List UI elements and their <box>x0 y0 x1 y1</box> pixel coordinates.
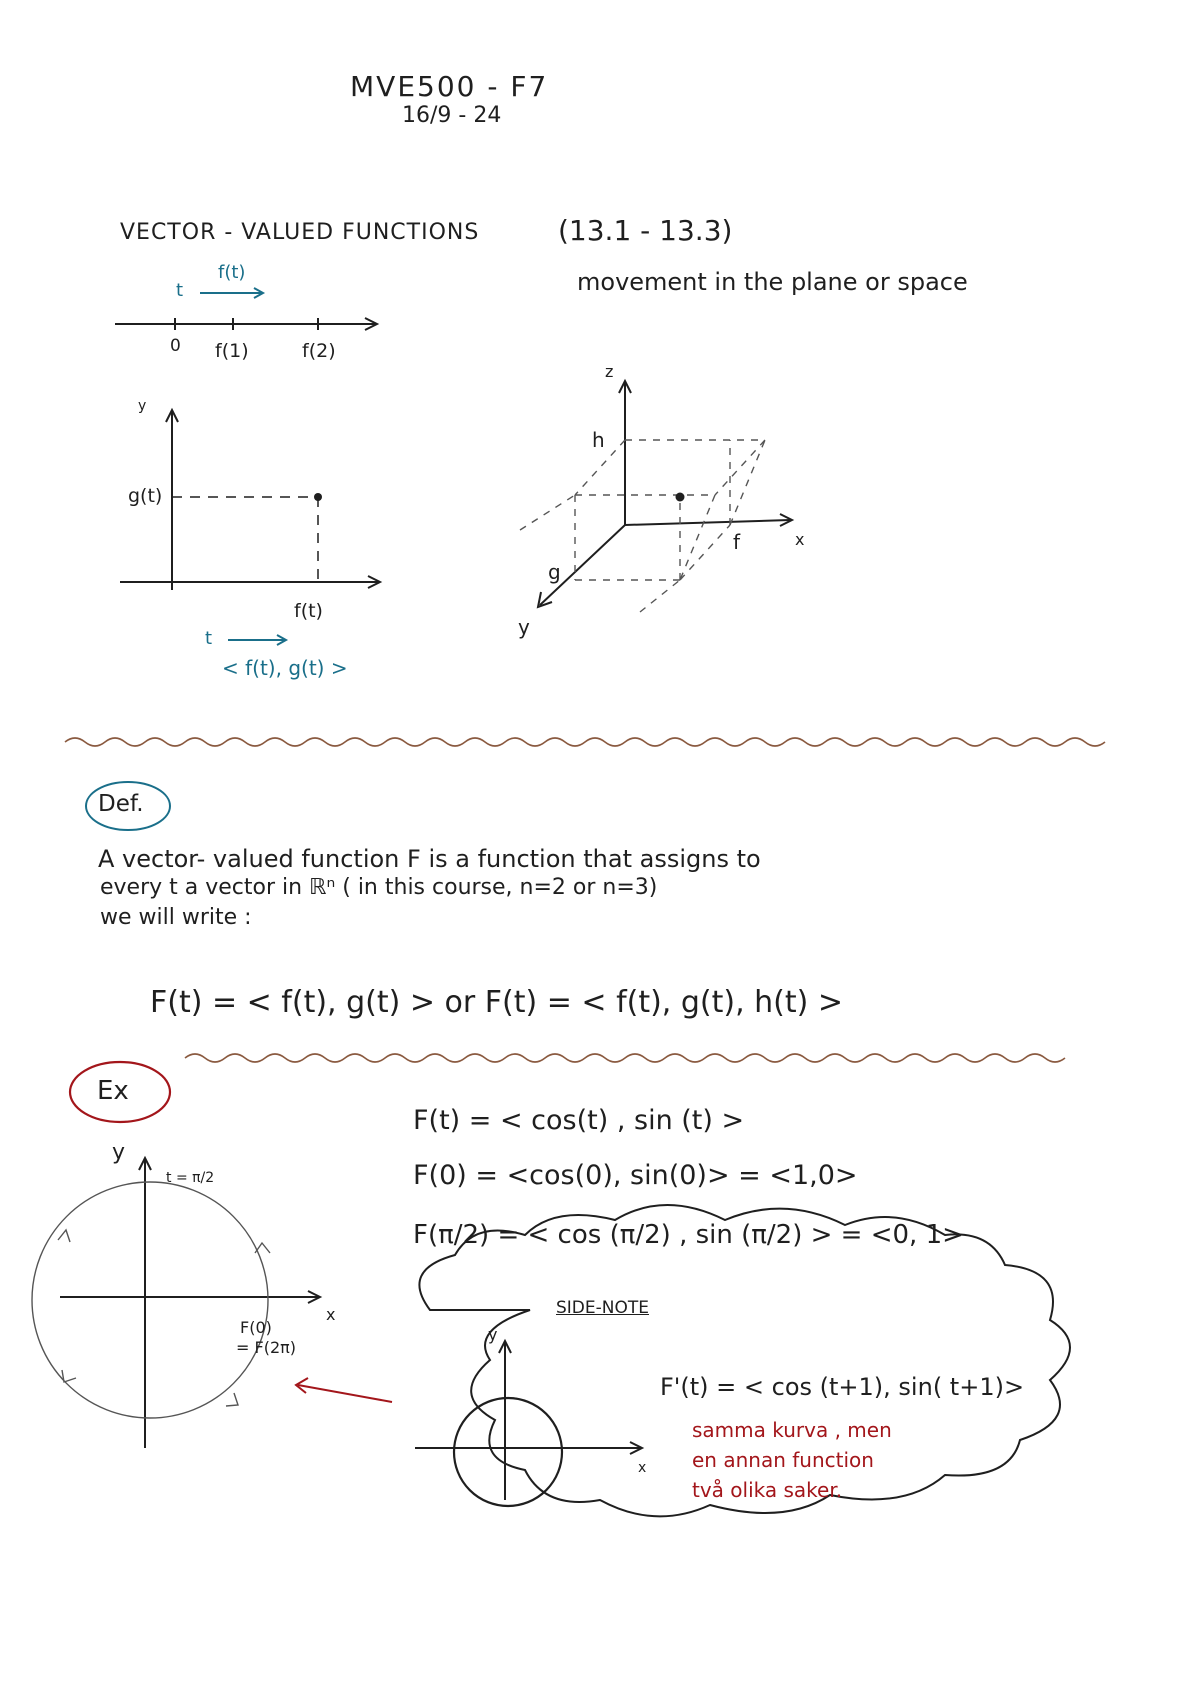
plane-dashes <box>172 497 318 582</box>
space-h-label: h <box>592 428 605 452</box>
wavy-divider-bottom <box>185 1054 1065 1062</box>
number-line-arrow <box>200 288 263 298</box>
example-eq-1: F(t) = < cos(t) , sin (t) > <box>413 1105 745 1136</box>
definition-line-1: A vector- valued function F is a function that assigns to <box>98 845 761 873</box>
definition-line-3: we will write : <box>100 905 252 930</box>
sidenote-title: SIDE-NOTE <box>556 1298 649 1318</box>
section-title: VECTOR - VALUED FUNCTIONS <box>120 220 480 245</box>
line-zero-label: 0 <box>170 336 181 356</box>
sidenote-circle <box>454 1398 562 1506</box>
sidenote-note-3: två olika saker. <box>692 1478 843 1502</box>
definition-formula: F(t) = < f(t), g(t) > or F(t) = < f(t), g(t), h(t) > <box>150 985 844 1020</box>
line-t-label: t <box>176 280 184 301</box>
circle-axes <box>60 1158 320 1448</box>
line-f1-label: f(1) <box>215 340 249 362</box>
number-line <box>115 318 377 330</box>
sidenote-note-1: samma kurva , men <box>692 1418 892 1442</box>
circle-direction-arrows <box>58 1230 270 1406</box>
circle-f0-label: F(0) <box>240 1318 272 1337</box>
definition-line-2: every t a vector in ℝⁿ ( in this course, n=2 or n=3) <box>100 875 658 900</box>
plane-y-label: y <box>138 398 147 414</box>
space-z-label: z <box>605 362 614 381</box>
plane-f-label: f(t) <box>294 600 323 622</box>
lecture-date: 16/9 - 24 <box>402 103 502 128</box>
line-f-label: f(t) <box>218 262 246 283</box>
space-y-label: y <box>518 615 530 639</box>
sidenote-formula: F'(t) = < cos (t+1), sin( t+1)> <box>660 1373 1025 1401</box>
sidenote-pointer-arrow <box>296 1378 392 1402</box>
space-point <box>676 493 685 502</box>
space-g-label: g <box>548 560 561 584</box>
unit-circle <box>32 1182 268 1418</box>
wavy-divider-top <box>65 738 1105 746</box>
def-badge: Def. <box>98 791 144 817</box>
circle-y-label: y <box>112 1140 126 1165</box>
space-box <box>520 440 765 612</box>
circle-x-label: x <box>326 1305 336 1324</box>
plane-t-arrow <box>228 635 286 645</box>
plane-vector-label: < f(t), g(t) > <box>222 656 348 680</box>
sidenote-x-label: x <box>638 1460 647 1476</box>
sidenote-y-label: y <box>488 1325 498 1344</box>
space-x-label: x <box>795 530 805 549</box>
ex-badge: Ex <box>97 1076 129 1106</box>
plane-point <box>314 493 322 501</box>
space-f-label: f <box>733 530 741 554</box>
circle-t-label: t = π/2 <box>166 1170 215 1186</box>
circle-f2pi-label: = F(2π) <box>236 1338 296 1357</box>
example-eq-2: F(0) = <cos(0), sin(0)> = <1,0> <box>413 1160 858 1191</box>
plane-t-label: t <box>205 628 213 649</box>
plane-g-label: g(t) <box>128 485 163 507</box>
sidenote-note-2: en annan function <box>692 1448 874 1472</box>
course-title: MVE500 - F7 <box>350 70 549 103</box>
line-f2-label: f(2) <box>302 340 336 362</box>
example-eq-3: F(π/2) = < cos (π/2) , sin (π/2) > = <0, 1> <box>413 1220 964 1250</box>
motivation-text: movement in the plane or space <box>577 268 968 296</box>
section-ref: (13.1 - 13.3) <box>558 214 733 247</box>
